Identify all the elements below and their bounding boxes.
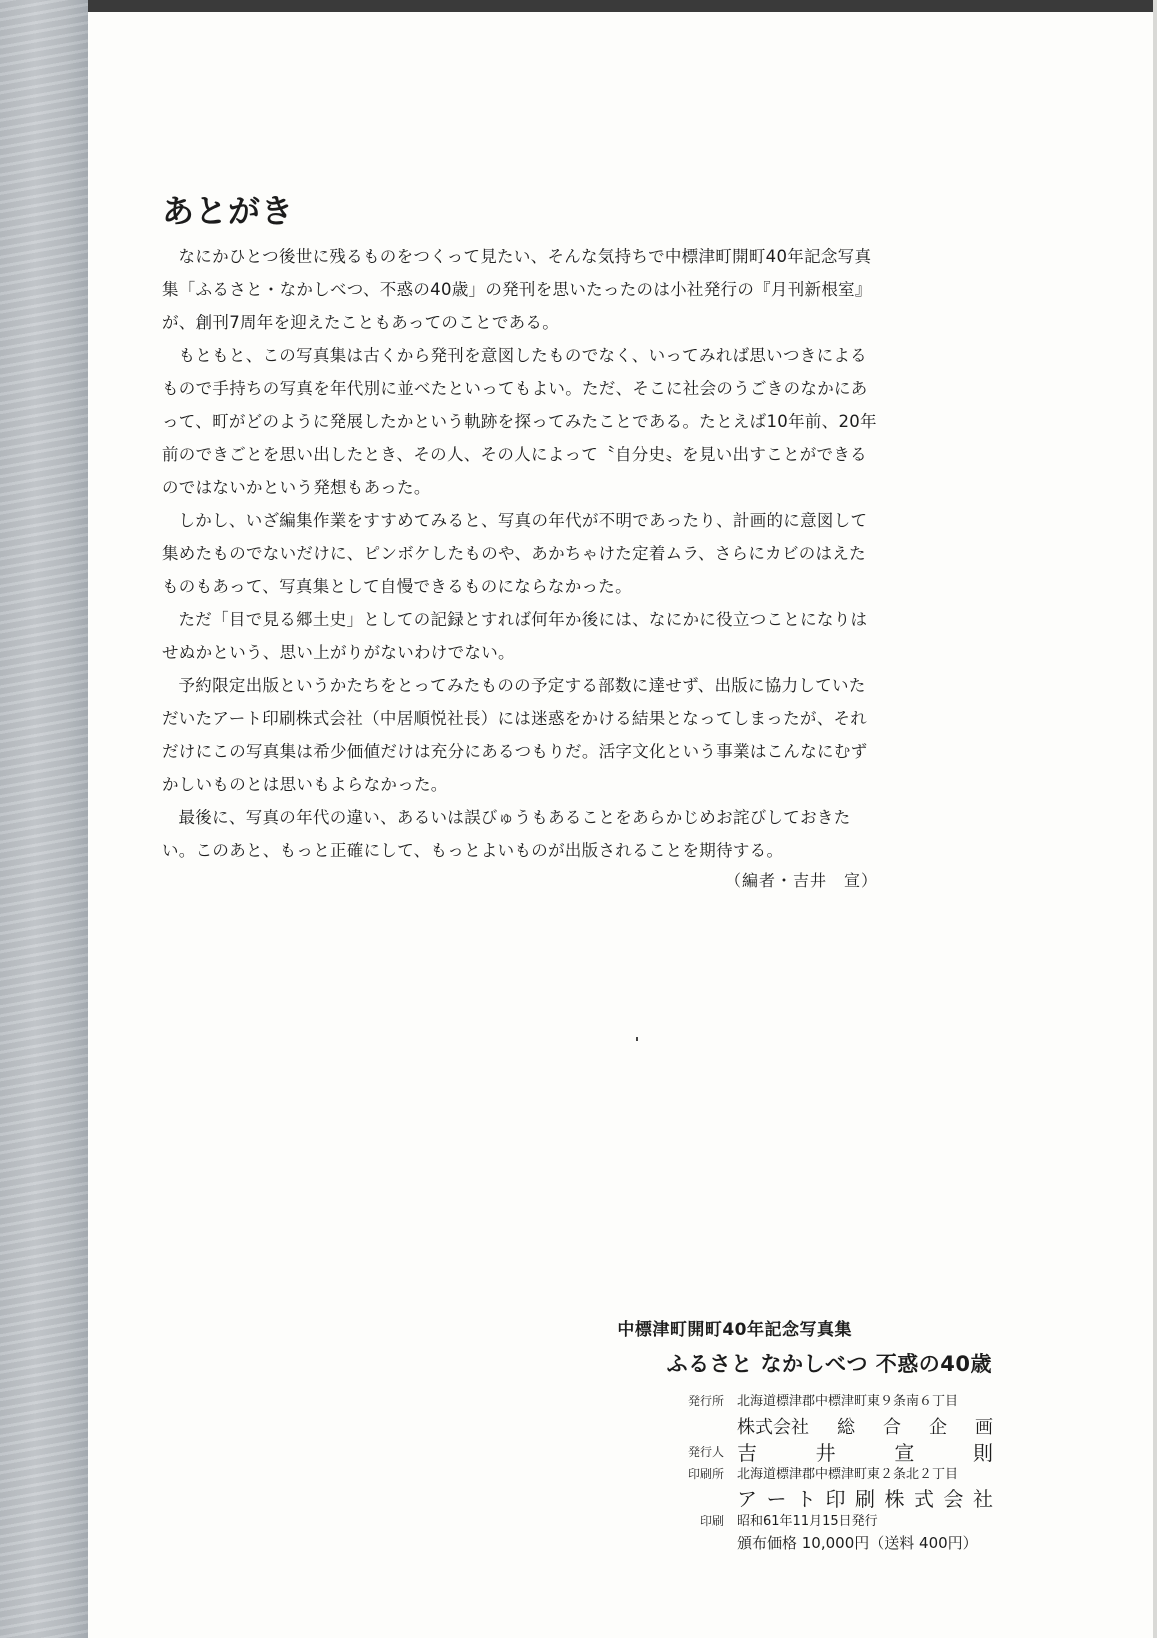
- paragraph: もともと、この写真集は古くから発刊を意図したものでなく、いってみれば思いつきによるもので手持ちの写真を年代別に並べたといってもよい。ただ、そこに社会のうごきのなかにあって、町がどのように発展したかという軌跡を探ってみたことである。たとえば10年前、20年前のできごとを思い出したとき、その人、その人によって〝自分史〟を見い出すことができるのではないかという発想もあった。: [162, 346, 877, 497]
- colophon-subtitle: 中標津町開町40年記念写真集: [617, 1320, 852, 1340]
- paragraph: しかし、いざ編集作業をすすめてみると、写真の年代が不明であったり、計画的に意図して集めたものでないだけに、ピンボケしたものや、あかちゃけた定着ムラ、さらにカビのはえたものもあって、写真集として自慢できるものにならなかった。: [162, 511, 868, 596]
- publisher-name-part: 画: [975, 1417, 993, 1438]
- issuer-name-char: 宣: [894, 1441, 915, 1465]
- print-date: 昭和61年11月15日発行: [737, 1514, 878, 1529]
- publisher-name-part: 合: [883, 1417, 901, 1438]
- scan-speck: [636, 1037, 638, 1041]
- printer-name-char: 式: [914, 1487, 934, 1511]
- printer-name-char: ー: [766, 1487, 787, 1511]
- printer-name-char: 刷: [855, 1487, 875, 1511]
- issuer-name-char: 則: [972, 1441, 993, 1465]
- paragraph: ただ「目で見る郷土史」としての記録とすれば何年か後には、なにかに役立つことになりはせぬかという、思い上がりがないわけでない。: [162, 610, 868, 662]
- issuer-name-char: 井: [815, 1441, 836, 1465]
- printer-name-char: ト: [796, 1487, 816, 1511]
- issuer-label: 発行人: [687, 1445, 724, 1459]
- publisher-name-part: 企: [929, 1417, 947, 1438]
- publisher-address: 北海道標津郡中標津町東９条南６丁目: [737, 1394, 959, 1409]
- price: 頒布価格 10,000円（送料 400円）: [737, 1534, 978, 1552]
- printer-name-char: 株: [884, 1487, 905, 1511]
- afterword-body: [162, 240, 878, 867]
- afterword-heading: あとがき: [162, 192, 295, 230]
- print-label: 印刷: [699, 1514, 724, 1528]
- printer-label: 印刷所: [687, 1467, 724, 1481]
- printer-name-char: 会: [943, 1487, 964, 1511]
- printer-name: [737, 1483, 993, 1512]
- colophon-title: ふるさと なかしべつ 不惑の40歳: [666, 1352, 992, 1376]
- printer-address: 北海道標津郡中標津町東２条北２丁目: [737, 1467, 959, 1482]
- printer-name-char: ア: [737, 1487, 757, 1511]
- scan-left-border: [0, 0, 88, 1638]
- paragraph: 予約限定出版というかたちをとってみたものの予定する部数に達せず、出版に協力していただいたアート印刷株式会社（中居順悦社長）には迷惑をかける結果となってしまったが、それだけにこの写真集は希少価値だけは充分にあるつもりだ。活字文化という事業はこんなにむずかしいものとは思いもよらなかった。: [162, 676, 868, 794]
- publisher-name-part: 総: [837, 1417, 855, 1438]
- printer-name-char: 印: [825, 1487, 846, 1511]
- publisher-name: [737, 1413, 993, 1439]
- scan-right-edge: [1153, 0, 1157, 1638]
- printer-name-char: 社: [973, 1487, 993, 1511]
- issuer-name: [737, 1437, 993, 1466]
- publisher-label: 発行所: [687, 1394, 724, 1408]
- publisher-name-part: 株式会社: [737, 1417, 809, 1438]
- paragraph: なにかひとつ後世に残るものをつくって見たい、そんな気持ちで中標津町開町40年記念写真集「ふるさと・なかしべつ、不惑の40歳」の発刊を思いたったのは小社発行の『月刊新根室』が、創刊7周年を迎えたこともあってのことである。: [162, 247, 872, 332]
- issuer-name-char: 吉: [737, 1441, 757, 1465]
- editor-signature: （編者・吉井 宣）: [724, 871, 878, 890]
- paragraph: 最後に、写真の年代の違い、あるいは誤びゅうもあることをあらかじめお詫びしておきたい。このあと、もっと正確にして、もっとよいものが出版されることを期待する。: [162, 808, 851, 860]
- scan-top-border: [0, 0, 1157, 12]
